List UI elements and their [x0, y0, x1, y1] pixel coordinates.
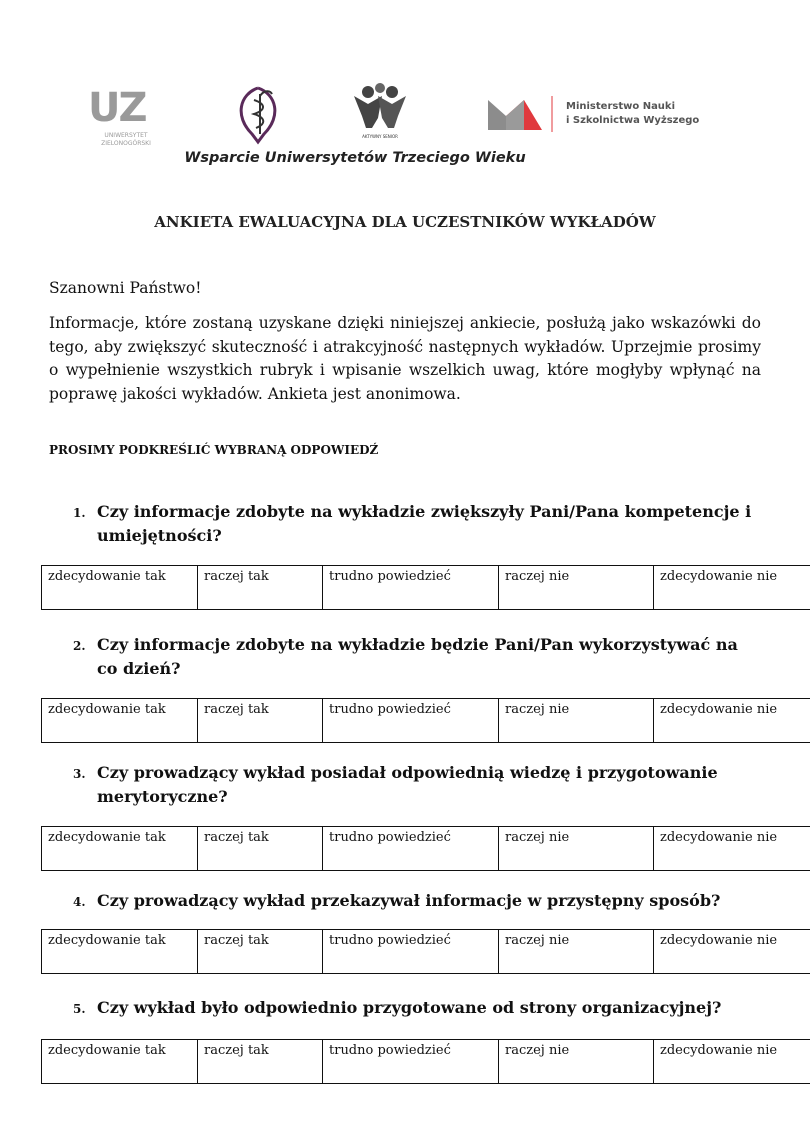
caduceus-logo	[230, 84, 286, 148]
answer-option[interactable]: zdecydowanie nie	[654, 930, 810, 974]
intro-paragraph: Informacje, które zostaną uzyskane dzięki niniejszej ankiecie, posłużą jako wskazówki do tego, aby zwiększyć skuteczność i atrakcyjność następnych wykładów. Uprzejmie prosimy o wypełnienie wszystkich rubryk i wpisanie wszelkich uwag, które mogłyby wpłynąć na poprawę jakości wykładów. Ankieta jest anonimowa.	[49, 314, 761, 403]
ministry-logo	[486, 94, 716, 134]
answer-option[interactable]: raczej tak	[198, 566, 323, 610]
question-3	[73, 761, 763, 809]
aktywny-senior-caption: AKTYWNY SENIOR	[362, 134, 398, 139]
question-2	[73, 633, 763, 681]
question-text: Czy wykład było odpowiednio przygotowane od strony organizacyjnej?	[97, 998, 722, 1017]
instruction: PROSIMY PODKREŚLIĆ WYBRANĄ ODPOWIEDŹ	[49, 443, 379, 457]
answer-option[interactable]: zdecydowanie tak	[42, 1040, 198, 1084]
question-text: Czy informacje zdobyte na wykładzie zwiększyły Pani/Pana kompetencje i umiejętności?	[97, 502, 752, 545]
answer-table-1	[41, 565, 810, 610]
question-text: Czy prowadzący wykład posiadał odpowiednią wiedzę i przygotowanie merytoryczne?	[97, 763, 718, 806]
answer-option[interactable]: raczej nie	[499, 566, 654, 610]
ministry-line-1: Ministerstwo Nauki	[566, 101, 676, 112]
answer-option[interactable]: trudno powiedzieć	[323, 699, 499, 743]
question-text: Czy informacje zdobyte na wykładzie będzie Pani/Pan wykorzystywać na co dzień?	[97, 635, 738, 678]
answer-option[interactable]: trudno powiedzieć	[323, 827, 499, 871]
greeting: Szanowni Państwo!	[49, 279, 202, 297]
university-logo	[78, 85, 174, 148]
logo-bar	[0, 80, 810, 160]
answer-option[interactable]: raczej tak	[198, 699, 323, 743]
answer-option[interactable]: zdecydowanie tak	[42, 930, 198, 974]
answer-option[interactable]: zdecydowanie tak	[42, 827, 198, 871]
answer-option[interactable]: raczej tak	[198, 930, 323, 974]
university-logo-text: UNIWERSYTET ZIELONOGÓRSKI	[101, 132, 151, 147]
answer-option[interactable]: raczej tak	[198, 827, 323, 871]
uz-mark-icon: UZ	[88, 85, 146, 131]
aktywny-senior-logo	[348, 82, 412, 146]
question-number: 5.	[73, 1002, 86, 1016]
answer-option[interactable]: raczej tak	[198, 1040, 323, 1084]
ministry-line-2: i Szkolnictwa Wyższego	[566, 115, 700, 126]
question-number: 4.	[73, 895, 86, 909]
answer-option[interactable]: zdecydowanie nie	[654, 1040, 810, 1084]
document-title: ANKIETA EWALUACYJNA DLA UCZESTNIKÓW WYKŁADÓW	[154, 213, 656, 231]
question-number: 2.	[73, 639, 86, 653]
answer-option[interactable]: zdecydowanie nie	[654, 566, 810, 610]
answer-table-3	[41, 826, 810, 871]
answer-option[interactable]: raczej nie	[499, 827, 654, 871]
answer-option[interactable]: trudno powiedzieć	[323, 1040, 499, 1084]
question-text: Czy prowadzący wykład przekazywał informacje w przystępny sposób?	[97, 891, 721, 910]
question-5	[73, 996, 763, 1021]
answer-option[interactable]: raczej nie	[499, 1040, 654, 1084]
answer-option[interactable]: raczej nie	[499, 699, 654, 743]
answer-option[interactable]: zdecydowanie tak	[42, 699, 198, 743]
answer-option[interactable]: trudno powiedzieć	[323, 566, 499, 610]
question-1	[73, 500, 763, 548]
ministry-mark-icon	[486, 94, 556, 134]
question-number: 3.	[73, 767, 86, 781]
people-icon	[348, 82, 412, 134]
answer-option[interactable]: zdecydowanie nie	[654, 699, 810, 743]
caduceus-icon	[230, 84, 286, 148]
answer-table-2	[41, 698, 810, 743]
answer-table-5	[41, 1039, 810, 1084]
answer-option[interactable]: trudno powiedzieć	[323, 930, 499, 974]
answer-table-4	[41, 929, 810, 974]
answer-option[interactable]: zdecydowanie nie	[654, 827, 810, 871]
ministry-name	[566, 100, 699, 128]
answer-option[interactable]: raczej nie	[499, 930, 654, 974]
support-text: Wsparcie Uniwersytetów Trzeciego Wieku	[184, 150, 526, 166]
answer-option[interactable]: zdecydowanie tak	[42, 566, 198, 610]
question-4	[73, 889, 763, 914]
question-number: 1.	[73, 506, 86, 520]
